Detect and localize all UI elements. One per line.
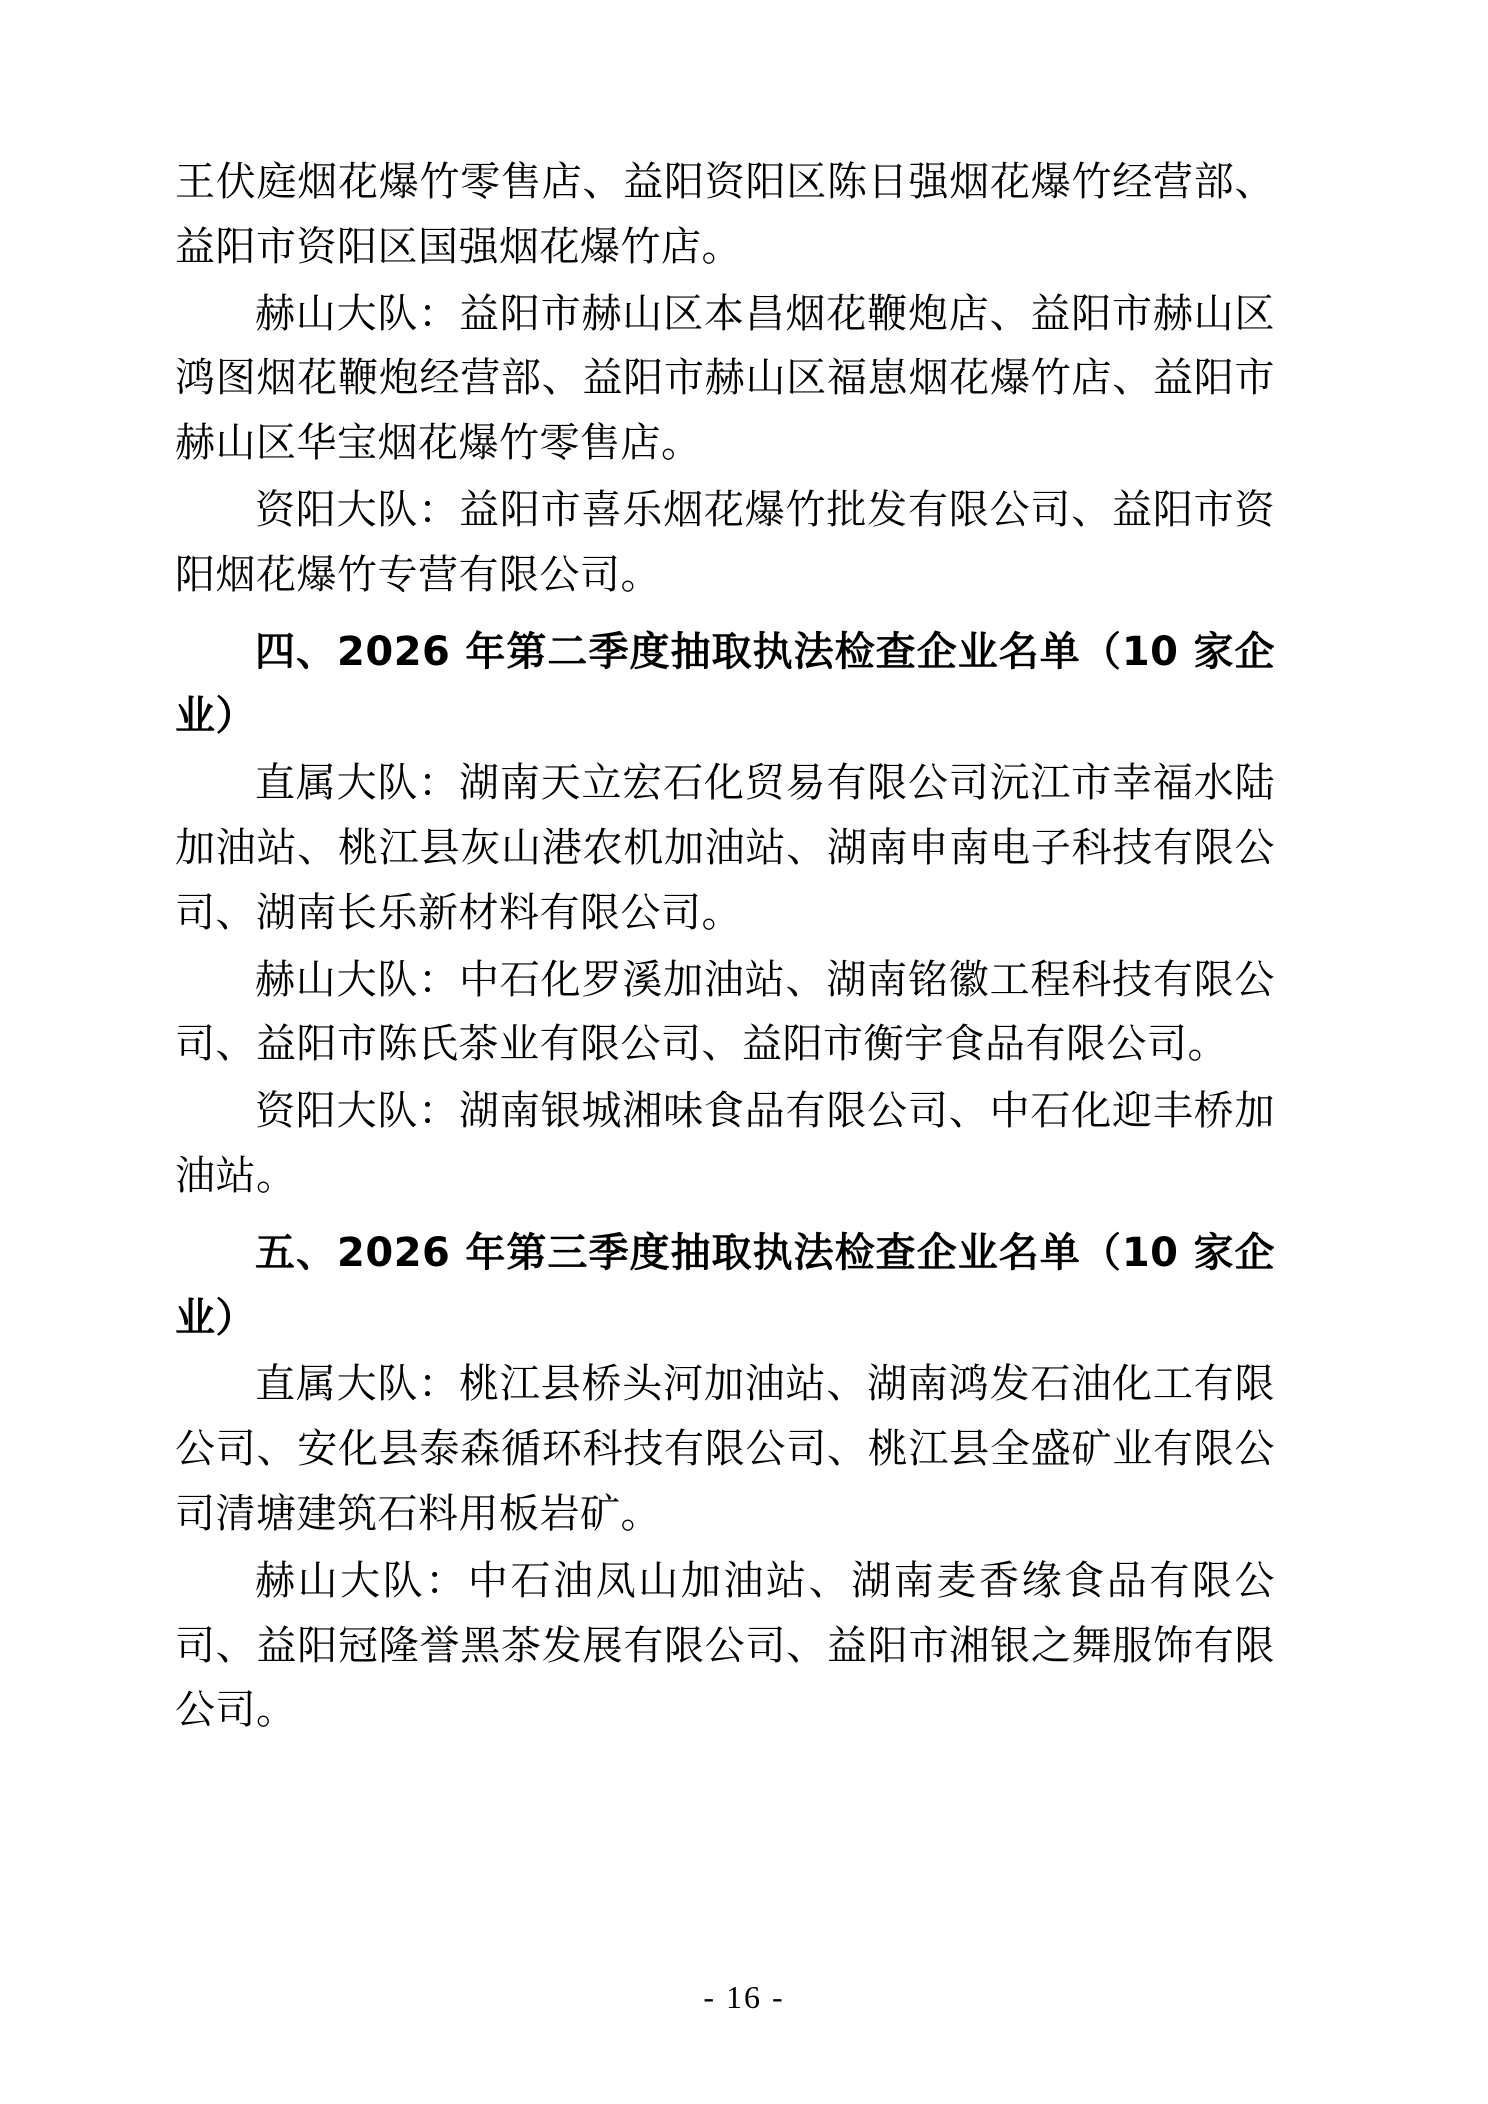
paragraph-continuation-fireworks-ziyang: 王伏庭烟花爆竹零售店、益阳资阳区陈日强烟花爆竹经营部、益阳市资阳区国强烟花爆竹店。 (175, 159, 1275, 269)
paragraph-q2-ziyang-brigade: 资阳大队：湖南银城湘味食品有限公司、中石化迎丰桥加油站。 (175, 1088, 1275, 1198)
section-heading-q2-2026: 四、2026 年第二季度抽取执法检查企业名单（10 家企业） (175, 628, 1275, 740)
page-number: - 16 - (703, 1979, 785, 2015)
paragraph-heshan-brigade-fireworks: 赫山大队：益阳市赫山区本昌烟花鞭炮店、益阳市赫山区鸿图烟花鞭炮经营部、益阳市赫山区福崽烟花爆竹店、益阳市赫山区华宝烟花爆竹零售店。 (175, 290, 1275, 466)
paragraph-ziyang-brigade-fireworks: 资阳大队：益阳市喜乐烟花爆竹批发有限公司、益阳市资阳烟花爆竹专营有限公司。 (175, 486, 1275, 597)
section-heading-q3-2026: 五、2026 年第三季度抽取执法检查企业名单（10 家企业） (175, 1229, 1275, 1341)
paragraph-q3-direct-brigade: 直属大队：桃江县桥头河加油站、湖南鸿发石油化工有限公司、安化县泰森循环科技有限公司、桃江县全盛矿业有限公司清塘建筑石料用板岩矿。 (175, 1361, 1275, 1536)
paragraph-q2-direct-brigade: 直属大队：湖南天立宏石化贸易有限公司沅江市幸福水陆加油站、桃江县灰山港农机加油站、湖南申南电子科技有限公司、湖南长乐新材料有限公司。 (175, 760, 1275, 935)
paragraph-q3-heshan-brigade: 赫山大队：中石油凤山加油站、湖南麦香缘食品有限公司、益阳冠隆誉黑茶发展有限公司、益阳市湘银之舞服饰有限公司。 (175, 1557, 1275, 1733)
document-body (175, 150, 1275, 1743)
paragraph-q2-heshan-brigade: 赫山大队：中石化罗溪加油站、湖南铭徽工程科技有限公司、益阳市陈氏茶业有限公司、益阳市衡宇食品有限公司。 (175, 956, 1275, 1067)
